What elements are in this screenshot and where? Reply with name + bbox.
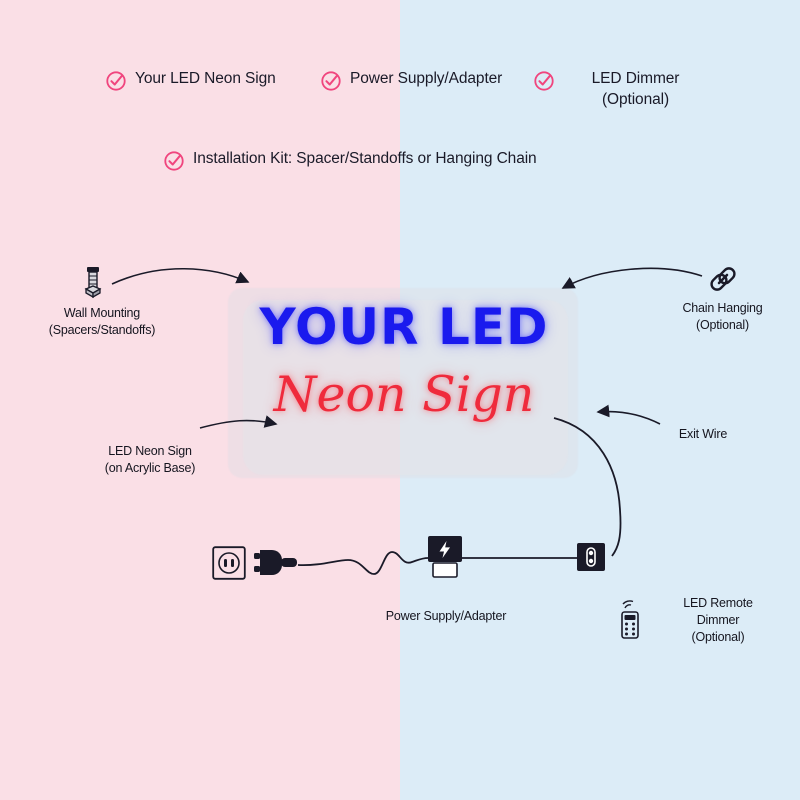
neon-sign-line-1: YOUR LED — [259, 298, 549, 356]
arrow-exit-wire — [598, 412, 660, 425]
adapter-block-icon — [427, 535, 463, 581]
callout-exit-wire — [655, 426, 751, 443]
callout-line-3: (Optional) — [691, 629, 745, 644]
power-plug-icon — [252, 542, 304, 584]
neon-sign-line-2: Neon Sign — [273, 366, 535, 423]
callout-line-1: LED Neon Sign — [108, 444, 192, 458]
callout-line-1: Wall Mounting — [63, 306, 141, 320]
callout-wall-mounting — [12, 305, 192, 339]
dimmer-block-icon — [576, 542, 606, 572]
arrow-led-neon-sign — [200, 421, 276, 428]
callout-led-remote-dimmer — [648, 595, 788, 646]
callout-line-2: (on Acrylic Base) — [104, 460, 196, 475]
wall-socket-icon — [212, 546, 246, 580]
checklist-item-label: Power Supply/Adapter — [350, 70, 503, 87]
callout-line-1: Chain Hanging — [682, 301, 763, 315]
callout-line-1: Power Supply/Adapter — [385, 609, 507, 623]
callout-line-1: Exit Wire — [678, 427, 728, 441]
callout-chain-hanging — [650, 300, 795, 334]
wire-plug-to-adapter — [298, 552, 428, 574]
callout-line-2: (Spacers/Standoffs) — [48, 322, 156, 337]
callout-power-supply — [350, 608, 542, 625]
remote-control-icon — [616, 600, 646, 640]
callout-line-2: Dimmer — [696, 612, 740, 627]
callout-led-neon-sign — [55, 443, 245, 477]
checklist-item-label: Your LED Neon Sign — [135, 70, 276, 87]
checklist-item-label: LED Dimmer (Optional) — [591, 70, 680, 109]
callout-line-2: (Optional) — [696, 317, 749, 332]
screw-bolt-icon — [80, 266, 106, 300]
arrow-chain-hanging — [563, 268, 702, 288]
wire-sign-to-dimmer — [554, 418, 621, 556]
callout-line-1: LED Remote — [683, 596, 753, 610]
arrow-wall-mounting — [112, 269, 248, 284]
chain-link-icon — [706, 262, 740, 296]
checklist-item-label: Installation Kit: Spacer/Standoffs or Hanging Chain — [193, 150, 537, 167]
